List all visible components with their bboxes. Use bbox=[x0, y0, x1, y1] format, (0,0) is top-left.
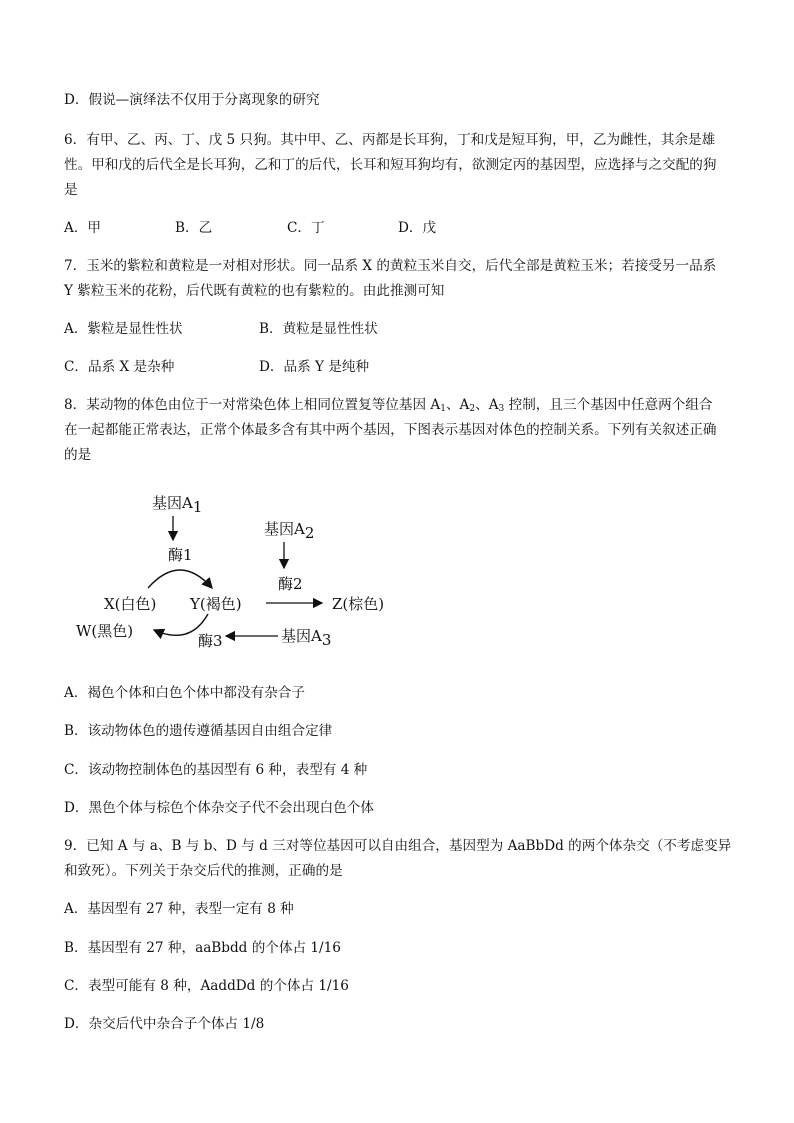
q7-option-d: D．品系 Y 是纯种 bbox=[259, 359, 370, 375]
q7-stem-line-2: Y 紫粒玉米的花粉，后代既有黄粒的也有紫粒的。由此推测可知 bbox=[64, 283, 445, 299]
q9-option-a: A．基因型有 27 种，表型一定有 8 种 bbox=[64, 901, 294, 917]
q9-option-b: B．基因型有 27 种，aaBbdd 的个体占 1/16 bbox=[64, 940, 341, 956]
q8-subscript-2: 2 bbox=[469, 404, 476, 414]
q9-option-d: D．杂交后代中杂合子个体占 1/8 bbox=[64, 1016, 265, 1032]
node-w: W(黑色) bbox=[76, 622, 134, 640]
q8-separator: 、A bbox=[475, 397, 499, 413]
q6-option-a: A．甲 bbox=[64, 220, 102, 236]
q8-option-b: B．该动物体色的遗传遵循基因自由组合定律 bbox=[64, 723, 333, 739]
q7-stem-line-1: 7．玉米的紫粒和黄粒是一对相对形状。同一品系 X 的黄粒玉米自交，后代全部是黄粒玉米；若接受另一品系 bbox=[64, 258, 717, 274]
q8-stem-line-1 bbox=[64, 395, 713, 419]
q5-option-d: D．假说—演绎法不仅用于分离现象的研究 bbox=[64, 92, 320, 108]
q9-stem-line-1: 9．已知 A 与 a、B 与 b、D 与 d 三对等位基因可以自由组合，基因型为 AaBbDd 的两个体杂交（不考虑变异 bbox=[64, 838, 732, 854]
q8-stem-line-3: 的是 bbox=[64, 447, 92, 463]
q8-subscript-1: 1 bbox=[440, 404, 446, 414]
q8-stem-line-2: 在一起都能正常表达，正常个体最多含有其中两个基因，下图表示基因对体色的控制关系。下列有关叙述正确 bbox=[64, 422, 717, 438]
q7-option-b: B．黄粒是显性性状 bbox=[259, 321, 378, 337]
gene-a1-label: 基因A1 bbox=[152, 494, 203, 516]
gene-a2-label: 基因A2 bbox=[264, 520, 315, 542]
q8-stem-text: 8．某动物的体色由位于一对常染色体上相同位置复等位基因 A bbox=[64, 397, 441, 413]
q8-separator: 、A bbox=[445, 397, 470, 413]
enzyme-3-label: 酶3 bbox=[198, 632, 223, 650]
q7-option-a: A．紫粒是显性性状 bbox=[64, 321, 183, 337]
q9-option-c: C．表型可能有 8 种，AaddDd 的个体占 1/16 bbox=[64, 978, 349, 994]
enzyme-1-label: 酶1 bbox=[168, 546, 193, 564]
q6-stem-line-3: 是 bbox=[64, 182, 78, 198]
q8-subscript-3: 3 bbox=[498, 404, 505, 414]
q6-option-d: D．戊 bbox=[398, 220, 437, 236]
q7-option-c: C．品系 X 是杂种 bbox=[64, 359, 175, 375]
gene-a3-label: 基因A3 bbox=[281, 627, 332, 649]
q6-option-b: B．乙 bbox=[175, 220, 213, 236]
enzyme-2-label: 酶2 bbox=[278, 575, 303, 593]
q8-option-a: A．褐色个体和白色个体中都没有杂合子 bbox=[64, 685, 305, 701]
q6-stem-line-2: 性。甲和戊的后代全是长耳狗，乙和丁的后代，长耳和短耳狗均有，欲测定丙的基因型，应选择与之交配的狗 bbox=[64, 157, 717, 173]
q9-stem-line-2: 和致死）。下列关于杂交后代的推测，正确的是 bbox=[64, 863, 343, 879]
gene-enzyme-pathway-diagram bbox=[70, 490, 410, 660]
node-x: X(白色) bbox=[104, 595, 157, 613]
q6-option-c: C．丁 bbox=[287, 220, 325, 236]
q6-stem-line-1: 6．有甲、乙、丙、丁、戊 5 只狗。其中甲、乙、丙都是长耳狗，丁和戊是短耳狗，甲，乙为雌性，其余是雄 bbox=[64, 132, 716, 148]
q8-stem-text: 控制，且三个基因中任意两个组合 bbox=[504, 397, 713, 413]
node-z: Z(棕色) bbox=[332, 595, 385, 613]
q8-option-d: D．黑色个体与棕色个体杂交子代不会出现白色个体 bbox=[64, 800, 374, 816]
q8-option-c: C．该动物控制体色的基因型有 6 种，表型有 4 种 bbox=[64, 762, 368, 778]
node-y: Y(褐色) bbox=[190, 595, 242, 613]
x-to-y-arrow bbox=[148, 570, 212, 588]
